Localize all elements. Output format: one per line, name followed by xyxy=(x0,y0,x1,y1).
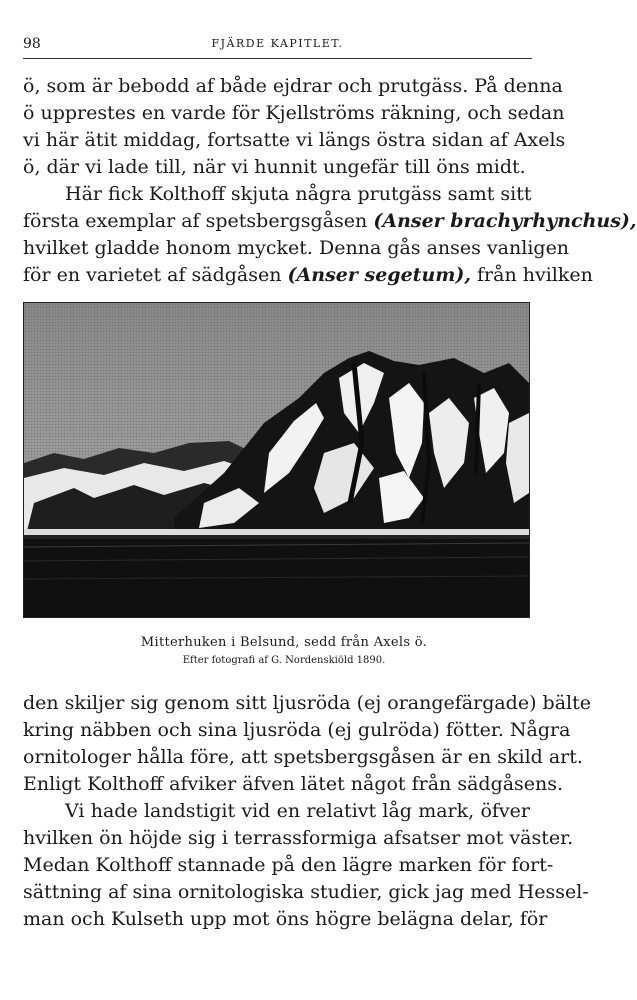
text-line: ö, som är bebodd af både ejdrar och prutgäss. På denna xyxy=(23,75,563,97)
text-line: kring näbben och sina ljusröda (ej gulröda) fötter. Några xyxy=(23,719,571,741)
text-segment: för en varietet af sädgåsen xyxy=(23,264,282,286)
page-number: 98 xyxy=(23,36,41,52)
page-header xyxy=(23,36,532,54)
text-line: ö upprestes en varde för Kjellströms räkning, och sedan xyxy=(23,102,565,124)
mountain-photograph xyxy=(23,302,530,618)
text-line: Enligt Kolthoff afviker äfven lätet något från sädgåsens. xyxy=(23,773,564,795)
text-line: hvilken ön höjde sig i terrassformiga afsatser mot väster. xyxy=(23,827,574,849)
figure-credit: Efter fotografi af G. Nordenskiöld 1890. xyxy=(182,655,386,666)
running-title: FJÄRDE KAPITLET. xyxy=(211,37,344,50)
text-line: ornitologer hålla före, att spetsbergsgåsen är en skild art. xyxy=(23,746,583,768)
text-line: Medan Kolthoff stannade på den lägre marken för fort- xyxy=(23,854,554,876)
top-paragraph xyxy=(23,73,637,289)
text-line: sättning af sina ornitologiska studier, gick jag med Hessel- xyxy=(23,881,589,903)
species-name: (Anser brachyrhynchus), xyxy=(373,210,637,232)
figure-caption: Mitterhuken i Belsund, sedd från Axels ö. xyxy=(140,635,428,650)
header-rule xyxy=(23,58,532,59)
text-line: den skiljer sig genom sitt ljusröda (ej orangefärgade) bälte xyxy=(23,692,591,714)
text-line: vi här ätit middag, fortsatte vi längs östra sidan af Axels xyxy=(23,129,566,151)
species-name: (Anser segetum), xyxy=(287,264,471,286)
text-line: Vi hade landstigit vid en relativt låg mark, öfver xyxy=(65,800,530,822)
text-line xyxy=(23,262,593,289)
bottom-paragraph xyxy=(23,690,591,933)
text-segment: första exemplar af spetsbergsgåsen xyxy=(23,210,368,232)
text-segment: från hvilken xyxy=(477,264,593,286)
text-line: ö, där vi lade till, när vi hunnit ungefär till öns midt. xyxy=(23,156,526,178)
text-line: Här fick Kolthoff skjuta några prutgäss samt sitt xyxy=(65,183,532,205)
text-line: man och Kulseth upp mot öns högre belägna delar, för xyxy=(23,908,548,930)
text-line xyxy=(23,208,637,235)
text-line: hvilket gladde honom mycket. Denna gås anses vanligen xyxy=(23,237,570,259)
